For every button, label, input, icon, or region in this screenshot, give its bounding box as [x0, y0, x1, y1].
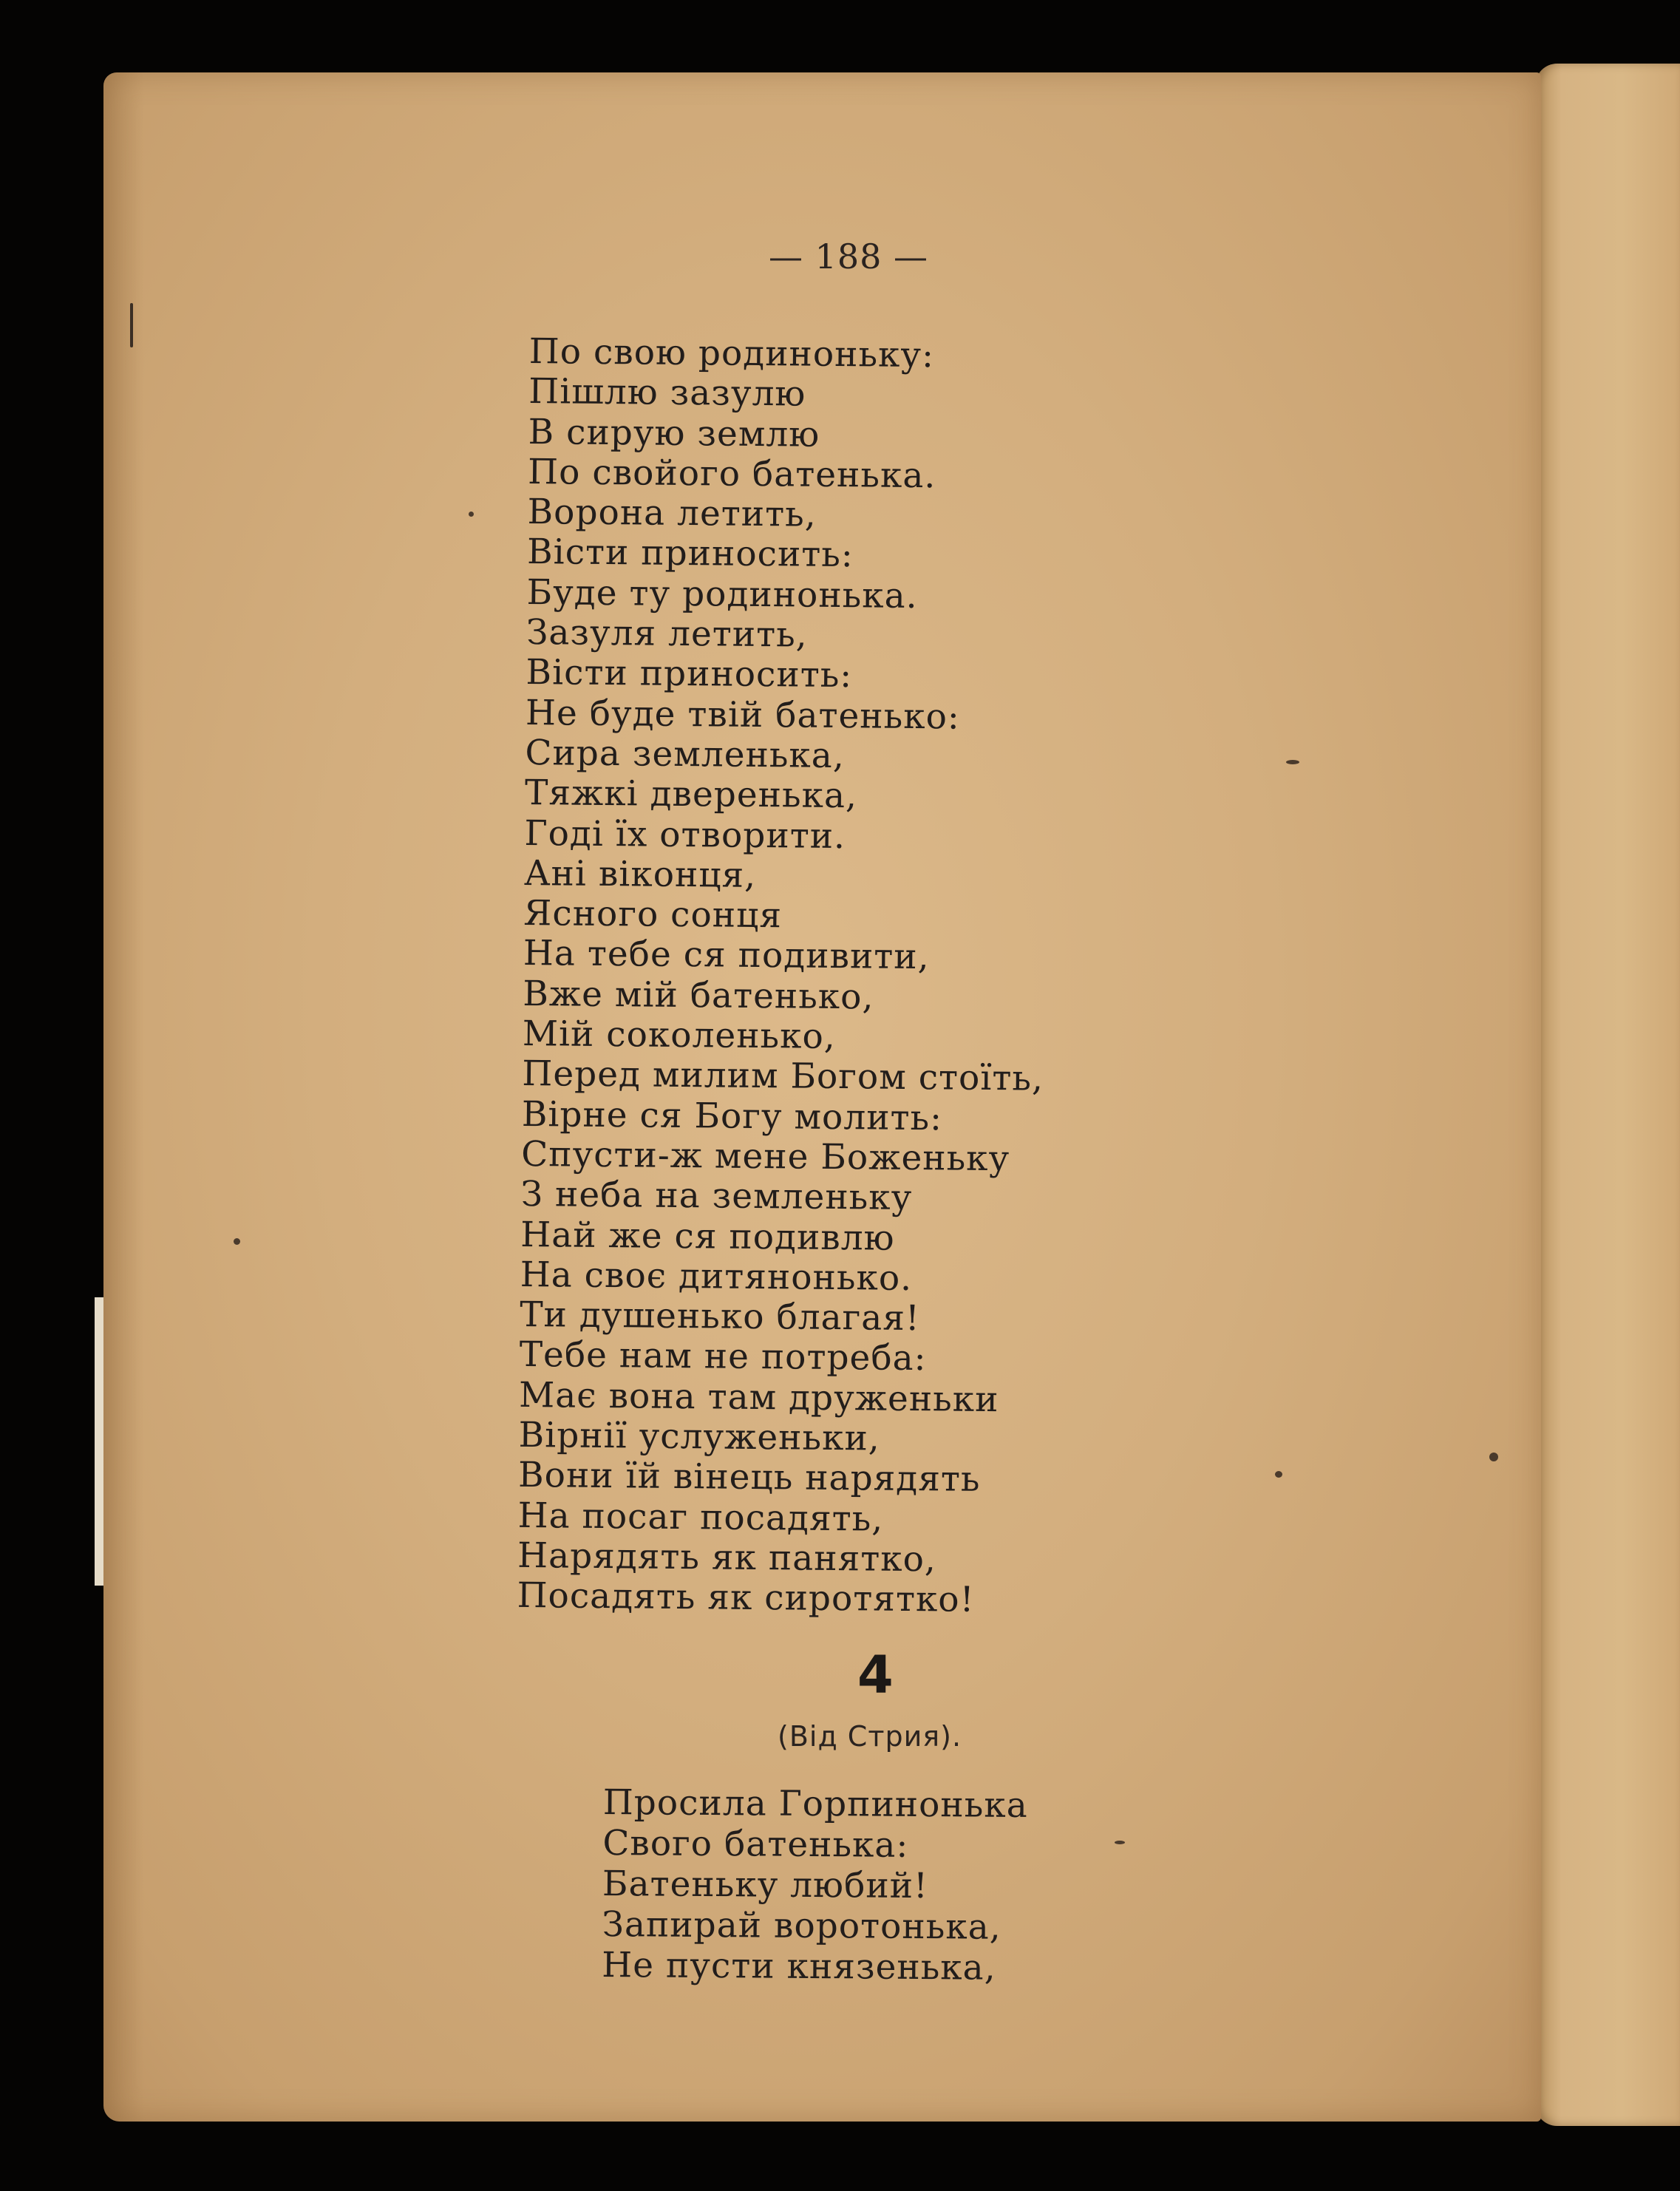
verse-line: Має вона там друженьки: [518, 1374, 999, 1420]
paper-speck: [130, 303, 133, 347]
verse-line: Вірне ся Богу молить:: [521, 1093, 943, 1139]
verse-line: На посаг посадять,: [517, 1495, 884, 1540]
verse-line: Тяжкі дверенька,: [524, 772, 858, 817]
verse-line: Не пусти князенька,: [602, 1944, 996, 1988]
verse-line: Ані віконця,: [523, 852, 757, 896]
poem-stanza: [602, 1782, 1028, 1988]
verse-line: Ти душенько благая!: [519, 1294, 921, 1339]
verse-line: З неба на земленьку: [520, 1174, 913, 1219]
verse-line: В сирую землю: [528, 411, 820, 455]
song-number: 4: [857, 1645, 894, 1705]
verse-line: Пішлю зазулю: [528, 371, 806, 415]
verse-line: Свого батенька:: [602, 1822, 909, 1866]
facing-page-edge: [1535, 64, 1680, 2126]
verse-line: Вісти приносить:: [526, 652, 853, 696]
verse-line: Вони їй вінець нарядять: [517, 1455, 981, 1501]
verse-line: Ворона летить,: [527, 492, 817, 535]
verse-line: Ясного сонця: [523, 893, 783, 937]
paper-speck: [1489, 1453, 1498, 1461]
verse-line: Вісти приносить:: [526, 531, 854, 576]
verse-line: На своє дитянонько.: [520, 1254, 913, 1299]
paper-speck: [1115, 1841, 1125, 1844]
song-source: (Від Стрия).: [778, 1720, 962, 1753]
verse-line: Вже мій батенько,: [523, 973, 874, 1018]
verse-line: Батеньку любий!: [602, 1863, 929, 1907]
verse-line: Спусти-ж мене Боженьку: [521, 1133, 1010, 1180]
verse-line: Вірнії услуженьки,: [518, 1414, 881, 1459]
verse-line: Буде ту родинонька.: [526, 571, 918, 616]
verse-line: Мій соколенько,: [522, 1013, 837, 1058]
verse-line: Нарядять як панятко,: [517, 1535, 937, 1580]
verse-line: Просила Горпинонька: [602, 1782, 1028, 1827]
verse-line: Годі їх отворити.: [524, 812, 846, 857]
paper-speck: [234, 1238, 240, 1245]
verse-line: По свойого батенька.: [527, 451, 936, 497]
verse-line: Най же ся подивлю: [520, 1214, 895, 1259]
paper-speck: [1275, 1471, 1282, 1478]
verse-line: Не буде твій батенько:: [525, 692, 960, 738]
verse-line: По свою родиноньку:: [528, 331, 935, 376]
verse-line: Сира земленька,: [525, 732, 846, 777]
poem-stanza: [517, 332, 1050, 1621]
paper-speck: [1286, 760, 1299, 764]
verse-line: Перед милим Богом стоїть,: [522, 1053, 1044, 1100]
verse-line: На тебе ся подивити,: [523, 933, 930, 978]
verse-line: Запирай воротонька,: [602, 1903, 1001, 1948]
verse-line: Тебе нам не потреба:: [519, 1334, 927, 1379]
verse-line: Зазуля летить,: [526, 612, 808, 656]
page-number: — 188 —: [769, 237, 929, 276]
paper-speck: [469, 512, 474, 517]
verse-line: Посадять як сиротятко!: [517, 1575, 975, 1621]
